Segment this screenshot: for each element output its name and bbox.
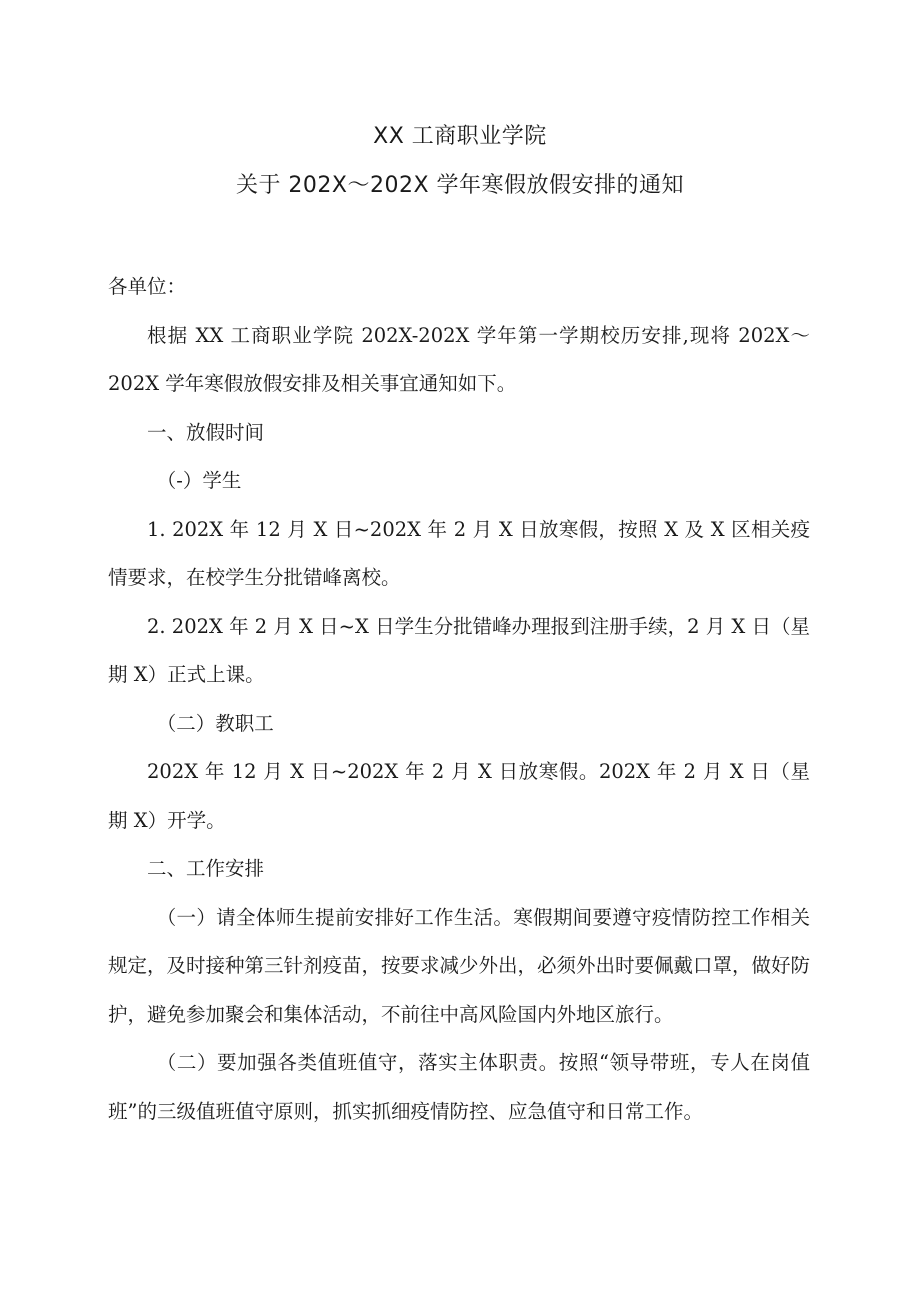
section-heading-work-arrangement: 二、工作安排 xyxy=(147,857,265,880)
subheading-students: （-）学生 xyxy=(156,469,242,492)
students-item-2: 2. 202X 年 2 月 X 日~X 日学生分批错峰办理报到注册手续，2 月 X 日（星期 X）正式上课。 xyxy=(108,614,810,686)
work-item-2: （二）要加强各类值班值守，落实主体职责。按照“领导带班，专人在岗值班”的三级值班值守原则，抓实抓细疫情防控、应急值守和日常工作。 xyxy=(108,1051,810,1123)
students-item-1: 1. 202X 年 12 月 X 日~202X 年 2 月 X 日放寒假，按照 X 及 X 区相关疫情要求，在校学生分批错峰离校。 xyxy=(108,517,810,589)
document-title-subject: 关于 202X～202X 学年寒假放假安排的通知 xyxy=(235,173,685,198)
staff-paragraph: 202X 年 12 月 X 日~202X 年 2 月 X 日放寒假。202X 年 2 月 X 日（星期 X）开学。 xyxy=(108,760,810,832)
document-body xyxy=(108,263,810,1136)
section-heading-holiday-time: 一、放假时间 xyxy=(147,420,265,444)
document-title-institution: XX 工商职业学院 xyxy=(373,124,547,149)
subheading-staff: （二）教职工 xyxy=(156,711,274,735)
work-item-1: （一）请全体师生提前安排好工作生活。寒假期间要遵守疫情防控工作相关规定，及时接种第三针剂疫苗，按要求减少外出，必须外出时要佩戴口罩，做好防护，避免参加聚会和集体活动，不前往中高风险国内外地区旅行。 xyxy=(108,905,811,1026)
intro-paragraph: 根据 XX 工商职业学院 202X-202X 学年第一学期校历安排,现将 202X～202X 学年寒假放假安排及相关事宜通知如下。 xyxy=(108,323,810,395)
salutation: 各单位： xyxy=(108,275,187,298)
